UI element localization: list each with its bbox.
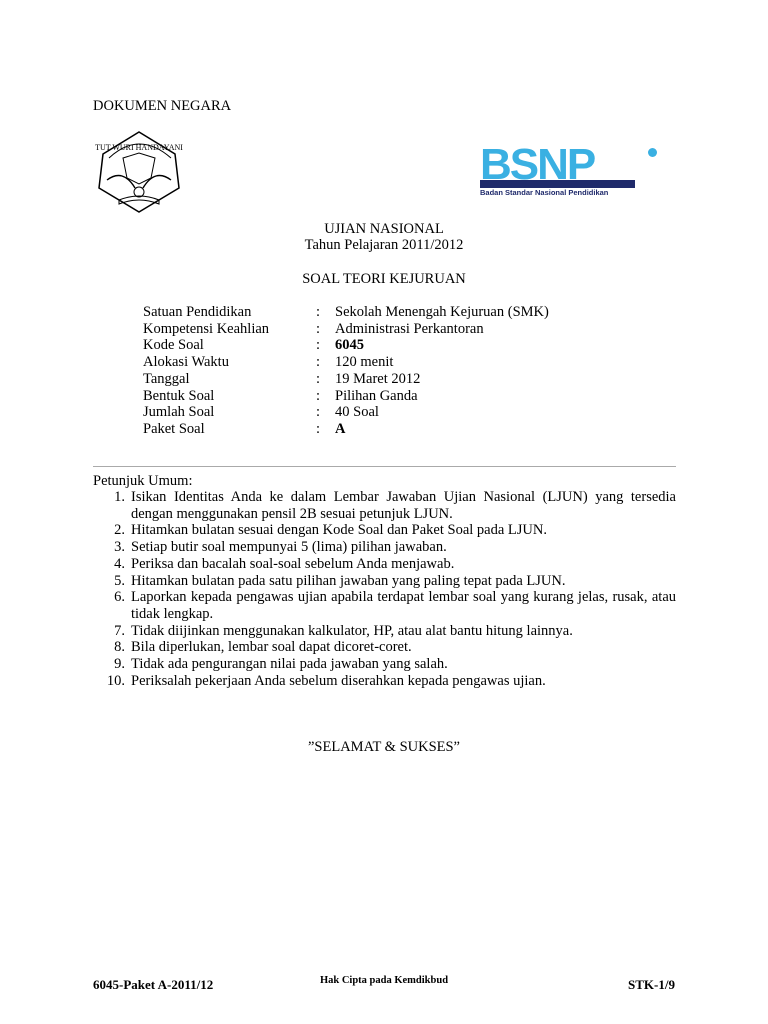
closing-message: ”SELAMAT & SUKSES” [308, 739, 460, 755]
info-value: Pilihan Ganda [335, 387, 418, 404]
info-separator: : [316, 304, 321, 320]
info-separator: : [316, 404, 321, 421]
info-label: Kompetensi Keahlian [143, 320, 270, 337]
info-value: Sekolah Menengah Kejuruan (SMK) [335, 304, 549, 320]
info-value: 19 Maret 2012 [335, 370, 421, 387]
info-separator: : [316, 320, 321, 337]
instruction-number: 9. [114, 656, 125, 673]
instruction-text: Periksa dan bacalah soal-soal sebelum Anda menjawab. [131, 555, 455, 572]
exam-subject: SOAL TEORI KEJURUAN [302, 271, 466, 287]
instruction-item [86, 489, 676, 522]
instruction-text: Tidak ada pengurangan nilai pada jawaban yang salah. [131, 656, 448, 673]
instructions-list [86, 489, 676, 689]
instruction-item [86, 639, 676, 656]
info-label: Kode Soal [143, 337, 204, 354]
instruction-text: Hitamkan bulatan sesuai dengan Kode Soal dan Paket Soal pada LJUN. [131, 522, 547, 539]
instruction-item [86, 522, 676, 539]
info-row [143, 321, 549, 338]
info-separator: : [316, 370, 321, 387]
info-label: Paket Soal [143, 420, 205, 437]
info-label: Bentuk Soal [143, 387, 215, 404]
bsnp-logo: BSNP Badan Standar Nasional Pendidikan [480, 148, 660, 198]
tut-wuri-handayani-logo [93, 128, 185, 214]
info-value: Administrasi Perkantoran [335, 320, 484, 337]
info-row [143, 421, 549, 438]
instruction-number: 2. [114, 522, 125, 539]
instruction-item [86, 573, 676, 590]
instruction-text: Isikan Identitas Anda ke dalam Lembar Jawaban Ujian Nasional (LJUN) yang tersedia dengan menggunakan pensil 2B sesuai petunjuk LJUN. [131, 489, 676, 522]
instruction-text: Setiap butir soal mempunyai 5 (lima) pilihan jawaban. [131, 539, 447, 556]
instruction-number: 1. [114, 489, 125, 505]
info-row [143, 371, 549, 388]
instruction-text: Periksalah pekerjaan Anda sebelum diserahkan kepada pengawas ujian. [131, 672, 546, 689]
info-separator: : [316, 354, 321, 371]
instruction-text: Tidak diijinkan menggunakan kalkulator, HP, atau alat bantu hitung lainnya. [131, 622, 573, 639]
exam-title: UJIAN NASIONAL [324, 221, 444, 237]
info-row [143, 354, 549, 371]
exam-info-table [143, 304, 549, 438]
instruction-item [86, 589, 676, 622]
info-label: Jumlah Soal [143, 404, 215, 421]
info-label: Tanggal [143, 370, 190, 387]
instruction-number: 6. [114, 589, 125, 606]
info-row [143, 304, 549, 321]
classification-label: DOKUMEN NEGARA [93, 98, 232, 114]
instruction-item [86, 656, 676, 673]
instruction-item [86, 539, 676, 556]
info-row [143, 337, 549, 354]
info-separator: : [316, 337, 321, 354]
instruction-item [86, 623, 676, 640]
instruction-number: 3. [114, 539, 125, 556]
footer-copyright: Hak Cipta pada Kemdikbud [319, 975, 449, 986]
instruction-text: Laporkan kepada pengawas ujian apabila terdapat lembar soal yang kurang jelas, rusak, atau tidak lengkap. [131, 589, 676, 622]
info-value: 6045 [335, 337, 364, 354]
instruction-item [86, 673, 676, 690]
info-separator: : [316, 420, 321, 437]
academic-year: Tahun Pelajaran 2011/2012 [304, 237, 464, 253]
footer-page: STK-1/9 [628, 977, 675, 992]
instruction-number: 8. [114, 639, 125, 656]
instruction-text: Bila diperlukan, lembar soal dapat dicoret-coret. [131, 639, 412, 656]
instruction-number: 5. [114, 572, 125, 589]
instruction-number: 10. [106, 672, 125, 689]
info-label: Alokasi Waktu [143, 354, 229, 371]
info-value: A [335, 420, 346, 437]
instruction-item [86, 556, 676, 573]
info-label: Satuan Pendidikan [143, 304, 252, 320]
info-value: 120 menit [335, 354, 394, 371]
svg-text:TUT WURI HANDAYANI: TUT WURI HANDAYANI [95, 143, 183, 152]
info-row [143, 388, 549, 405]
instruction-number: 7. [114, 622, 125, 639]
info-row [143, 404, 549, 421]
bsnp-dot-icon [648, 148, 657, 157]
info-value: 40 Soal [335, 404, 379, 421]
info-separator: : [316, 387, 321, 404]
footer-code: 6045-Paket A-2011/12 [93, 977, 214, 992]
instructions-heading: Petunjuk Umum: [93, 473, 193, 489]
instruction-number: 4. [114, 555, 125, 572]
instruction-text: Hitamkan bulatan pada satu pilihan jawaban yang paling tepat pada LJUN. [131, 572, 566, 589]
divider [93, 466, 676, 467]
